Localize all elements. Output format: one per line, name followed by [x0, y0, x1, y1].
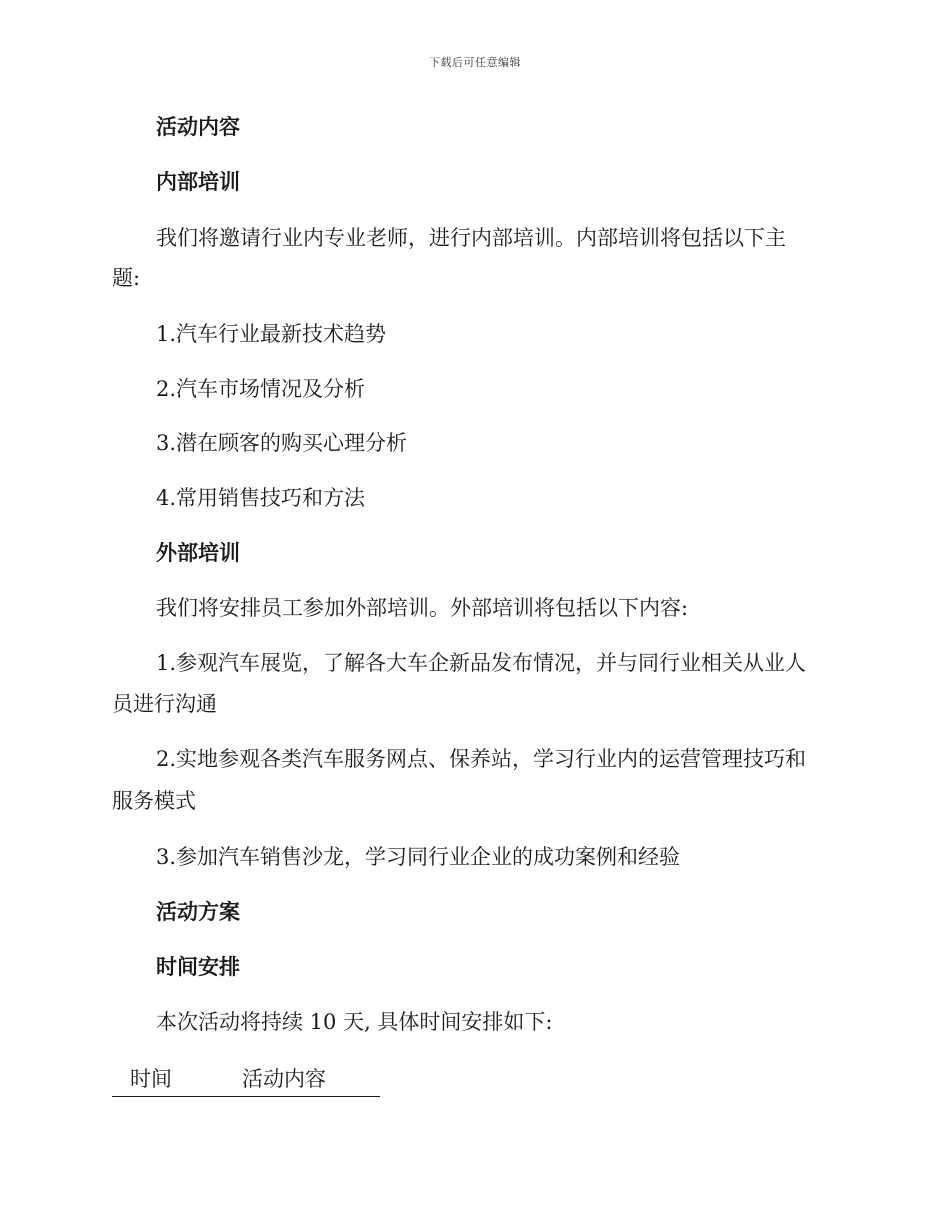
list-item-external-2-line2: 服务模式	[112, 789, 196, 813]
list-item-external-3: 3.参加汽车销售沙龙，学习同行业企业的成功案例和经验	[156, 845, 681, 869]
list-item-internal-3: 3.潜在顾客的购买心理分析	[156, 431, 408, 455]
heading-activity-plan: 活动方案	[156, 899, 240, 924]
list-item-external-1-line2: 员进行沟通	[112, 692, 217, 716]
list-item-internal-2: 2.汽车市场情况及分析	[156, 377, 366, 401]
paragraph-internal-intro-line1: 我们将邀请行业内专业老师，进行内部培训。内部培训将包括以下主	[156, 226, 786, 250]
list-item-internal-4: 4.常用销售技巧和方法	[156, 486, 366, 510]
paragraph-schedule-intro: 本次活动将持续 10 天, 具体时间安排如下:	[156, 1010, 553, 1034]
paragraph-external-intro: 我们将安排员工参加外部培训。外部培训将包括以下内容:	[156, 596, 689, 620]
heading-activity-content: 活动内容	[156, 114, 240, 139]
heading-schedule: 时间安排	[156, 954, 240, 979]
schedule-table-header	[112, 1063, 380, 1097]
list-item-internal-1: 1.汽车行业最新技术趋势	[156, 322, 387, 346]
heading-internal-training: 内部培训	[156, 169, 240, 194]
table-header-time: 时间	[130, 1067, 172, 1091]
list-item-external-2-line1: 2.实地参观各类汽车服务网点、保养站，学习行业内的运营管理技巧和	[156, 747, 807, 771]
list-item-external-1-line1: 1.参观汽车展览，了解各大车企新品发布情况，并与同行业相关从业人	[156, 651, 807, 675]
page-header-note: 下载后可任意编辑	[429, 56, 521, 69]
table-header-content: 活动内容	[242, 1067, 326, 1091]
heading-external-training: 外部培训	[156, 540, 240, 565]
paragraph-internal-intro-line2: 题:	[112, 266, 141, 290]
